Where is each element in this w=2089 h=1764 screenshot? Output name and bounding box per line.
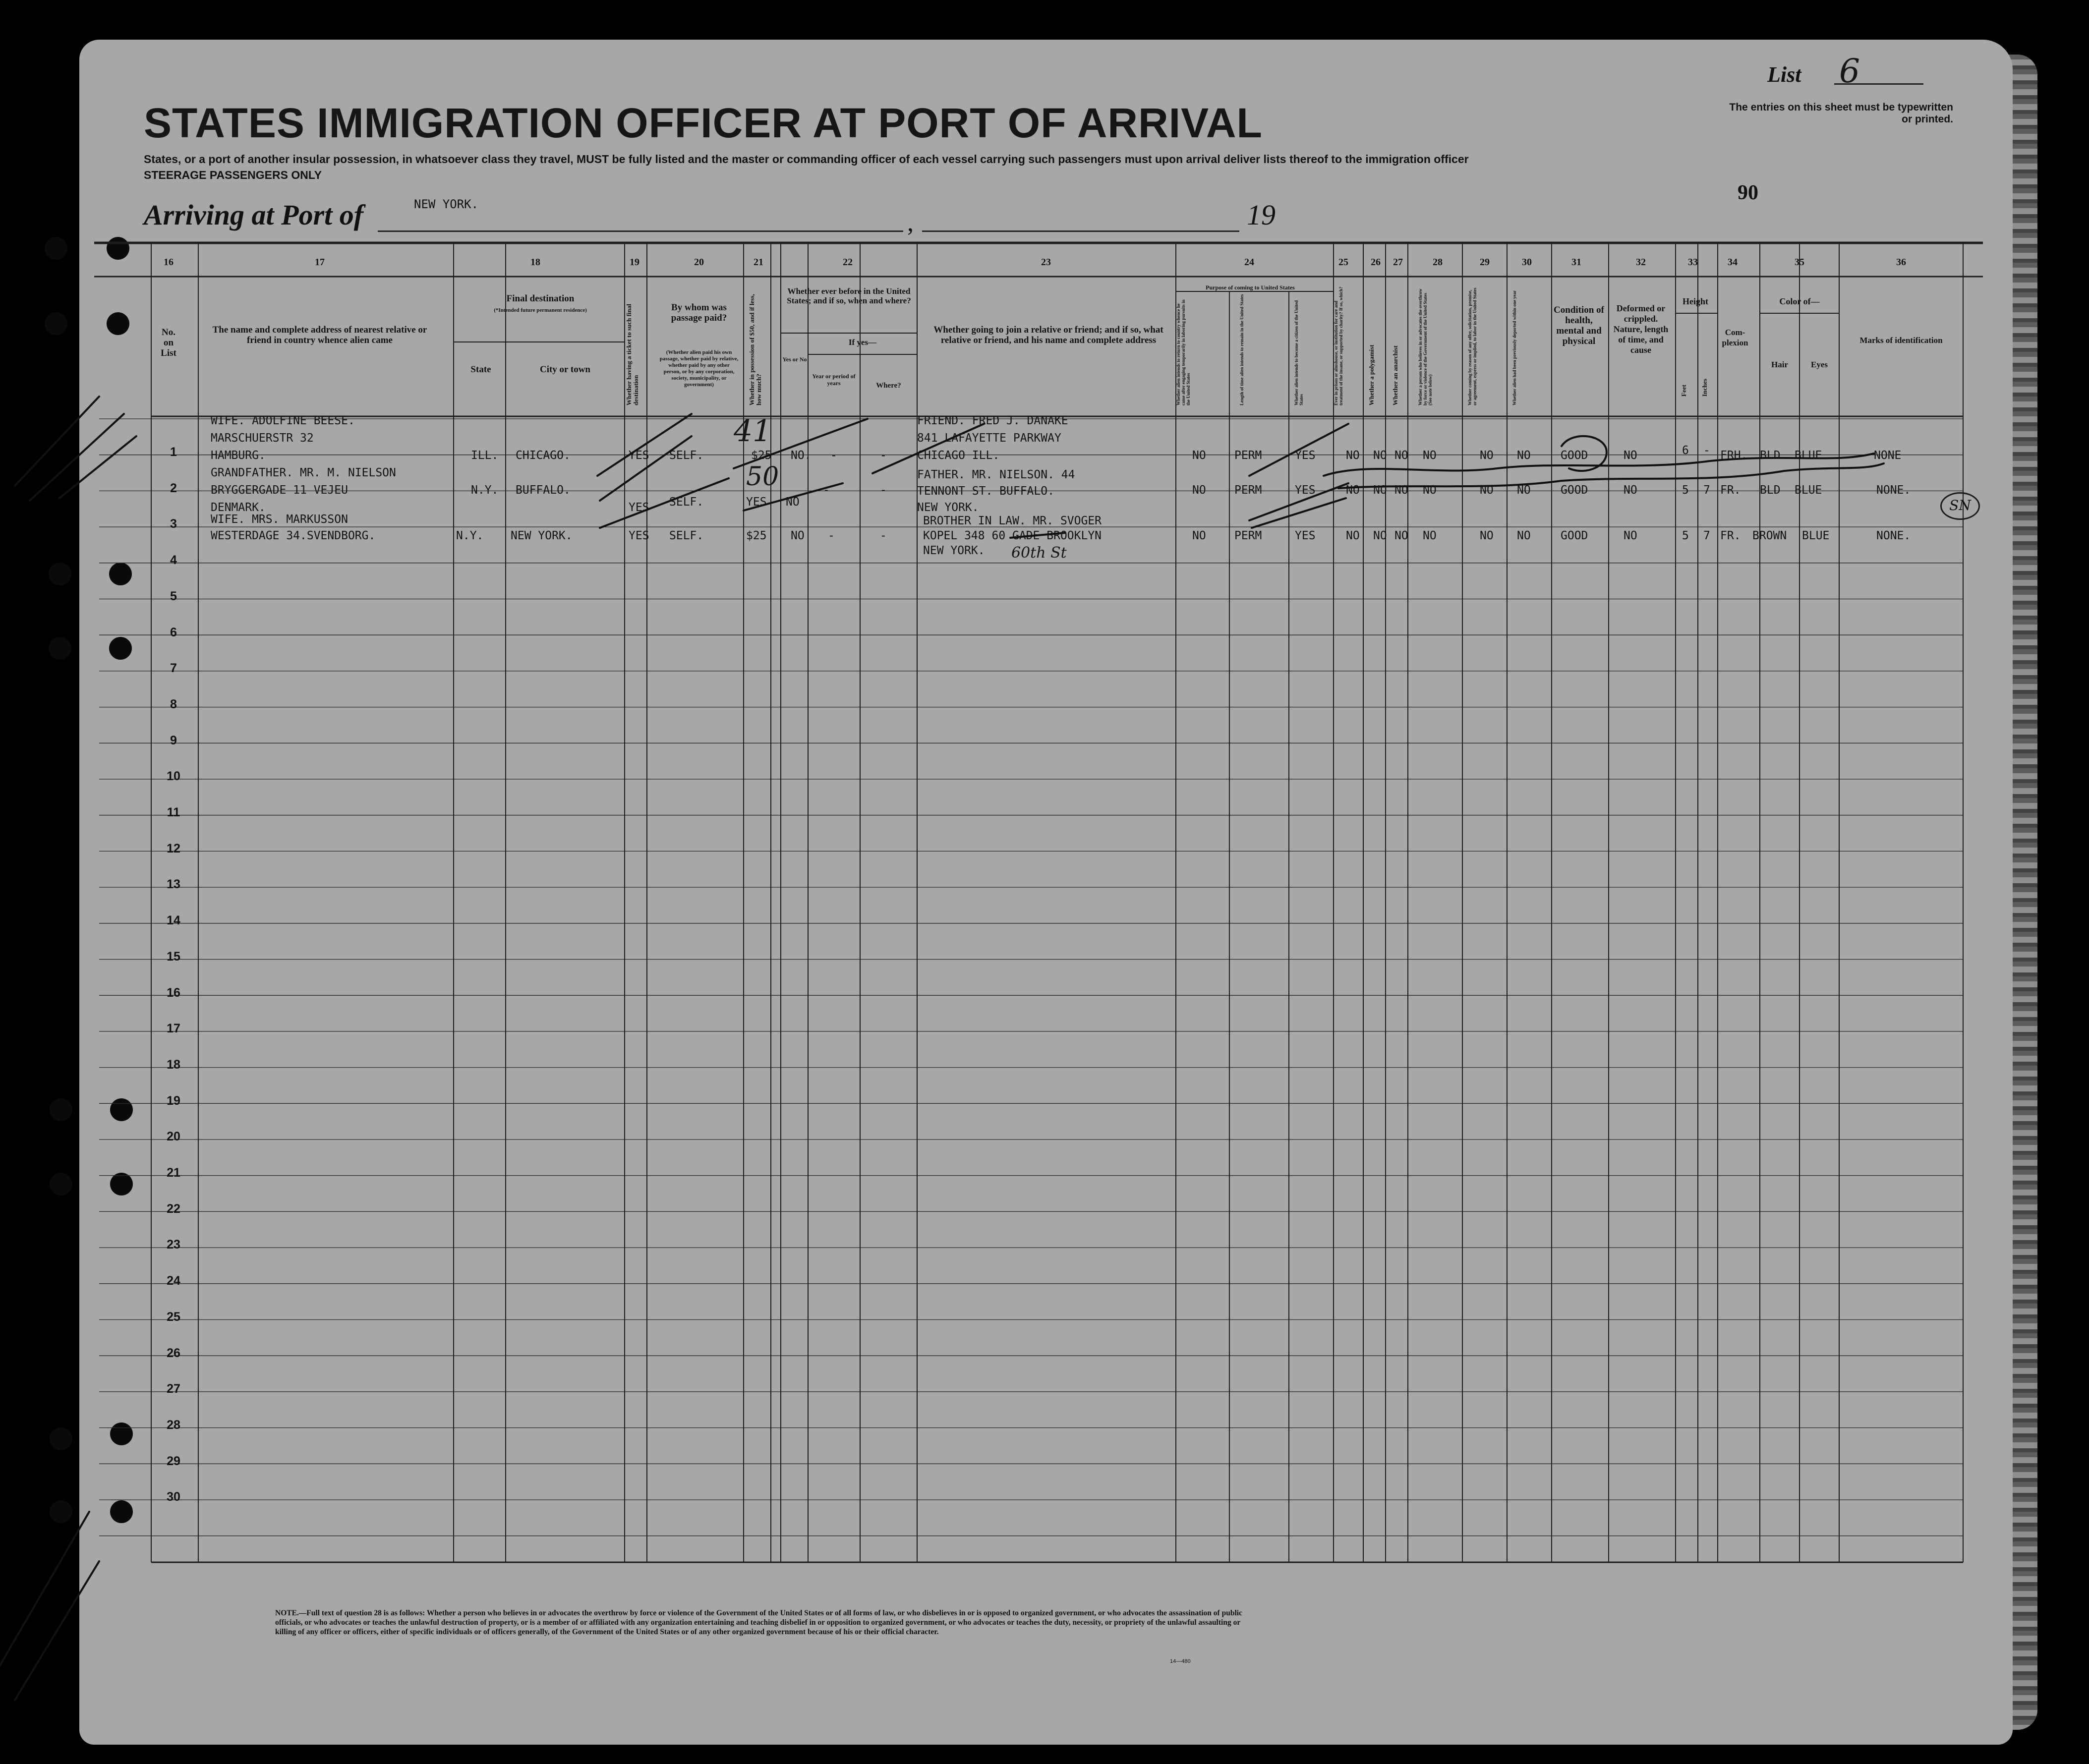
city-cell: NEW YORK. [511,529,573,542]
column-number: 30 [1522,257,1532,268]
row-number: 7 [170,661,177,676]
row-number: 3 [170,517,177,531]
header-question-30: Whether alien had been previously deported within one year [1512,290,1517,405]
column-number: 19 [630,257,639,268]
eyes-cell: BLUE [1795,449,1822,462]
purpose-citizen-cell: YES [1295,484,1316,497]
header-join-relative: Whether going to join a relative or friend; and if so, what relative or friend, and his name and complete address [933,325,1163,345]
anarchist-cell: NO [1394,529,1408,542]
amount-cell: $25 [751,449,772,462]
join-line: BROTHER IN LAW. MR. SVOGER [923,514,1102,527]
port-field: NEW YORK. [414,197,479,211]
q30-cell: NO [1517,484,1531,497]
header-purpose: Purpose of coming to United States [1206,284,1295,291]
join-line: CHICAGO ILL. [917,449,1000,462]
column-number: 24 [1244,257,1254,268]
feet-cell: 5 [1682,484,1689,497]
inches-cell: 7 [1703,529,1710,542]
feet-cell: 5 [1682,529,1689,542]
anarchist-cell: NO [1394,449,1408,462]
purpose-length-cell: PERM [1234,484,1262,497]
where-cell: - [880,449,887,462]
form-number: 14—480 [1170,1658,1191,1664]
condition-cell: GOOD [1561,484,1588,497]
header-purpose-length: Length of time alien intends to remain in the United States [1239,294,1244,405]
header-eyes: Eyes [1811,360,1828,369]
anarchist-cell: NO [1394,484,1408,497]
column-number: 27 [1393,257,1403,268]
amount-cell: $25 [746,529,767,542]
row-number: 26 [167,1346,180,1360]
row-number: 24 [167,1274,180,1288]
inspector-stamp: SN [1940,492,1980,520]
inches-cell: 7 [1703,484,1710,497]
marks-cell: NONE. [1876,484,1911,497]
header-state: State [470,364,491,375]
complexion-cell: FRH. [1720,449,1748,462]
form-subtitle: States, or a port of another insular possession, in whatsoever class they travel, MUST be fully listed and the master or commanding officer of each vessel carrying such passengers must upon arrival deliver lists thereof to the immigration officer [144,153,1469,166]
handwritten-amount: 50 [746,462,779,492]
row-number: 15 [167,949,180,964]
join-line: NEW YORK. [923,544,985,557]
feet-cell: 6 [1682,444,1689,457]
q28-cell: NO [1423,484,1437,497]
row-number: 27 [167,1382,180,1396]
year-prefix: 19 [1247,199,1276,231]
join-line: FRIEND. FRED J. DANAKE [917,414,1068,427]
header-city: City or town [539,364,591,375]
hair-cell: BLD [1760,484,1781,497]
handwritten-amount: 41 [734,414,772,449]
header-final-destination: Final destination [506,293,575,304]
row-number: 18 [167,1057,180,1072]
q28-cell: NO [1423,449,1437,462]
join-line: 841 LAFAYETTE PARKWAY [917,432,1061,445]
q29-cell: NO [1480,529,1494,542]
purpose-length-cell: PERM [1234,529,1262,542]
hair-cell: BROWN [1752,529,1787,542]
row-number: 23 [167,1238,180,1252]
complexion-cell: FR. [1720,484,1741,497]
city-cell: CHICAGO. [516,449,571,462]
row-number: 19 [167,1093,180,1108]
row-number: 9 [170,733,177,747]
column-number: 26 [1371,257,1381,268]
q29-cell: NO [1480,449,1494,462]
year-cell: - [828,529,835,542]
q30-cell: NO [1517,449,1531,462]
condition-cell: GOOD [1561,449,1588,462]
row-number: 10 [167,769,180,784]
header-polygamist: Whether a polygamist [1368,344,1375,405]
form-title: STATES IMMIGRATION OFFICER AT PORT OF ARRIVAL [144,100,1263,146]
join-line: NEW YORK. [917,501,979,514]
header-prison: Ever in prison or almshouse, or institution for care and treatment of the insane, or supported by charity? If so, which? [1334,286,1343,405]
ticket-cell: YES [629,449,649,462]
row-number: 1 [170,445,177,459]
ticket-cell: YES [629,501,649,514]
amount-cell: YES [746,496,767,509]
row-number: 8 [170,697,177,711]
relative-line: DENMARK. [211,501,266,514]
header-nearest-relative: The name and complete address of nearest relative or friend in country whence alien came [212,325,427,345]
header-purpose-return: Whether alien intends to return to country whence he came after engaging temporarily in laboring pursuits in the United States [1176,299,1191,405]
header-where: Where? [876,382,901,390]
header-deformed: Deformed or crippled. Nature, length of time, and cause [1613,303,1669,355]
column-number: 17 [315,257,325,268]
q28-cell: NO [1423,529,1437,542]
list-number: 6 [1839,52,1860,90]
row-number: 12 [167,841,180,855]
condition-cell: GOOD [1561,529,1588,542]
relative-line: HAMBURG. [211,449,266,462]
city-cell: BUFFALO. [516,484,571,497]
column-number: 22 [843,257,853,268]
column-number: 25 [1338,257,1348,268]
header-no-on-list: No. on List [161,327,176,358]
relative-line: BRYGGERGADE 11 VEJEU [211,484,348,497]
relative-line: WIFE. ADOLFINE BEESE. [211,414,355,427]
complexion-cell: FR. [1720,529,1741,542]
typewritten-notice: The entries on this sheet must be typewritten or printed. [1729,102,1953,125]
purpose-return-cell: NO [1192,529,1206,542]
where-cell: - [880,529,887,542]
state-cell: ILL. [471,449,499,462]
header-anarchist: Whether an anarchist [1392,345,1399,405]
column-number: 21 [754,257,763,268]
row-number: 6 [170,625,177,639]
prison-cell: NO [1346,484,1360,497]
row-number: 29 [167,1454,180,1468]
row-number: 14 [167,913,180,928]
header-if-yes: If yes— [848,338,877,347]
header-final-destination-note: (*Intended future permanent residence) [494,307,587,313]
state-cell: N.Y. [456,529,484,542]
eyes-cell: BLUE [1795,484,1822,497]
column-number: 34 [1728,257,1738,268]
year-cell: - [823,484,830,497]
row-number: 2 [170,481,177,495]
paid-cell: SELF. [669,449,704,462]
header-possession: Whether in possession of $50, and if less, how much? [748,294,762,405]
header-condition: Condition of health, mental and physical [1554,305,1604,346]
port-comma: , [907,209,914,237]
arriving-label: Arriving at Port of [144,199,364,231]
join-line: KOPEL 348 60 GADE BROOKLYN [923,529,1102,542]
column-number: 31 [1571,257,1581,268]
deformed-cell: NO [1624,529,1637,542]
inches-cell: - [1703,444,1710,457]
q30-cell: NO [1517,529,1531,542]
header-color-of: Color of— [1779,296,1820,306]
deformed-cell: NO [1624,484,1637,497]
steerage-label: STEERAGE PASSENGERS ONLY [144,169,322,181]
prison-cell: NO [1346,449,1360,462]
header-ticket: Whether having a ticket to such final destination [625,304,639,405]
header-yes-or-no: Yes or No [782,356,807,363]
header-hair: Hair [1771,360,1788,369]
column-number: 16 [164,257,174,268]
column-number: 18 [530,257,540,268]
row-number: 11 [167,805,180,819]
list-label: List [1767,62,1801,87]
row-number: 30 [167,1490,180,1504]
marks-cell: NONE. [1876,529,1911,542]
header-inches: Inches [1701,378,1708,397]
before-cell: NO [786,496,800,509]
row-number: 17 [167,1022,180,1036]
relative-line: GRANDFATHER. MR. M. NIELSON [211,466,396,479]
row-number: 28 [167,1418,180,1432]
hair-cell: BLD. [1760,449,1788,462]
header-feet: Feet [1680,385,1687,397]
eyes-cell: BLUE [1802,529,1830,542]
purpose-return-cell: NO [1192,484,1206,497]
state-cell: N.Y. [471,484,499,497]
polygamist-cell: NO [1373,449,1387,462]
column-number: 23 [1041,257,1051,268]
row-number: 4 [170,553,177,568]
header-question-29: Whether coming by reason of any offer, solicitation, promise, or agreement, express or implied, to labor in the United States [1467,287,1477,405]
paid-cell: SELF. [669,529,704,542]
ticket-cell: YES [629,529,649,542]
deformed-cell: NO [1624,449,1637,462]
header-by-whom-note: (Whether alien paid his own passage, whether paid by relative, whether paid by any other person, or by any corporation, society, municipality, or government) [659,349,739,388]
header-by-whom-paid: By whom was passage paid? [671,302,727,323]
row-number: 13 [167,877,180,892]
column-number: 20 [694,257,704,268]
polygamist-cell: NO [1373,484,1387,497]
column-number: 29 [1480,257,1490,268]
q29-cell: NO [1480,484,1494,497]
header-purpose-citizen: Whether alien intends to become a citizen of the United States [1294,300,1304,405]
purpose-citizen-cell: YES [1295,449,1316,462]
row-number: 16 [167,985,180,1000]
column-number: 33 [1688,257,1698,268]
header-marks: Marks of identification [1859,336,1943,345]
year-cell: - [830,449,837,462]
header-height: Height [1683,296,1708,306]
row-number: 5 [170,589,177,603]
row-number: 21 [167,1166,180,1180]
header-ever-before: Whether ever before in the United States; and if so, when and where? [787,286,911,305]
header-question-28: Whether a person who believes in or advocates the overthrow by force or violence of the Government of the United States (See note below) [1418,288,1433,405]
question-28-note: NOTE.—Full text of question 28 is as follows: Whether a person who believes in or advocates the overthrow by force or violence of the Government of the United States or of all forms of law, or who disbelieves in or is opposed to organized government, or who advocates the assassination of public officials, or who advocates or teaches the unlawful destruction of property, or is a member of or affiliated with any organization entertaining and teaching disbelief in or opposition to organized government, or who advocates or teaches the duty, necessity, or propriety of the unlawful assaulting or killing of any officer or officers, either of specific individuals or of officers generally, of the Government of the United States or of any other organized government because of his or their official character. [275,1609,1242,1636]
header-complexion: Com-plexion [1722,328,1748,347]
polygamist-cell: NO [1373,529,1387,542]
prison-cell: NO [1346,529,1360,542]
marks-cell: NONE [1874,449,1902,462]
relative-line: MARSCHUERSTR 32 [211,432,314,445]
purpose-return-cell: NO [1192,449,1206,462]
purpose-citizen-cell: YES [1295,529,1316,542]
relative-line: WESTERDAGE 34.SVENDBORG. [211,529,376,542]
join-line: TENNONT ST. BUFFALO. [917,485,1054,498]
row-number: 20 [167,1130,180,1144]
header-year-period: Year or period of years [812,373,856,387]
column-number: 28 [1433,257,1443,268]
join-line: FATHER. MR. NIELSON. 44 [917,468,1075,481]
handwritten-address-correction: 60th St [1011,544,1067,562]
paid-cell: SELF. [669,496,704,509]
column-number: 36 [1896,257,1906,268]
column-number: 32 [1636,257,1646,268]
before-cell: NO. [791,449,812,462]
purpose-length-cell: PERM [1234,449,1262,462]
row-number: 25 [167,1309,180,1324]
row-number: 22 [167,1201,180,1216]
column-number: 35 [1795,257,1804,268]
relative-line: WIFE. MRS. MARKUSSON [211,513,348,526]
before-cell: NO [791,529,805,542]
page-code: 90 [1738,181,1758,204]
where-cell: - [880,484,887,497]
